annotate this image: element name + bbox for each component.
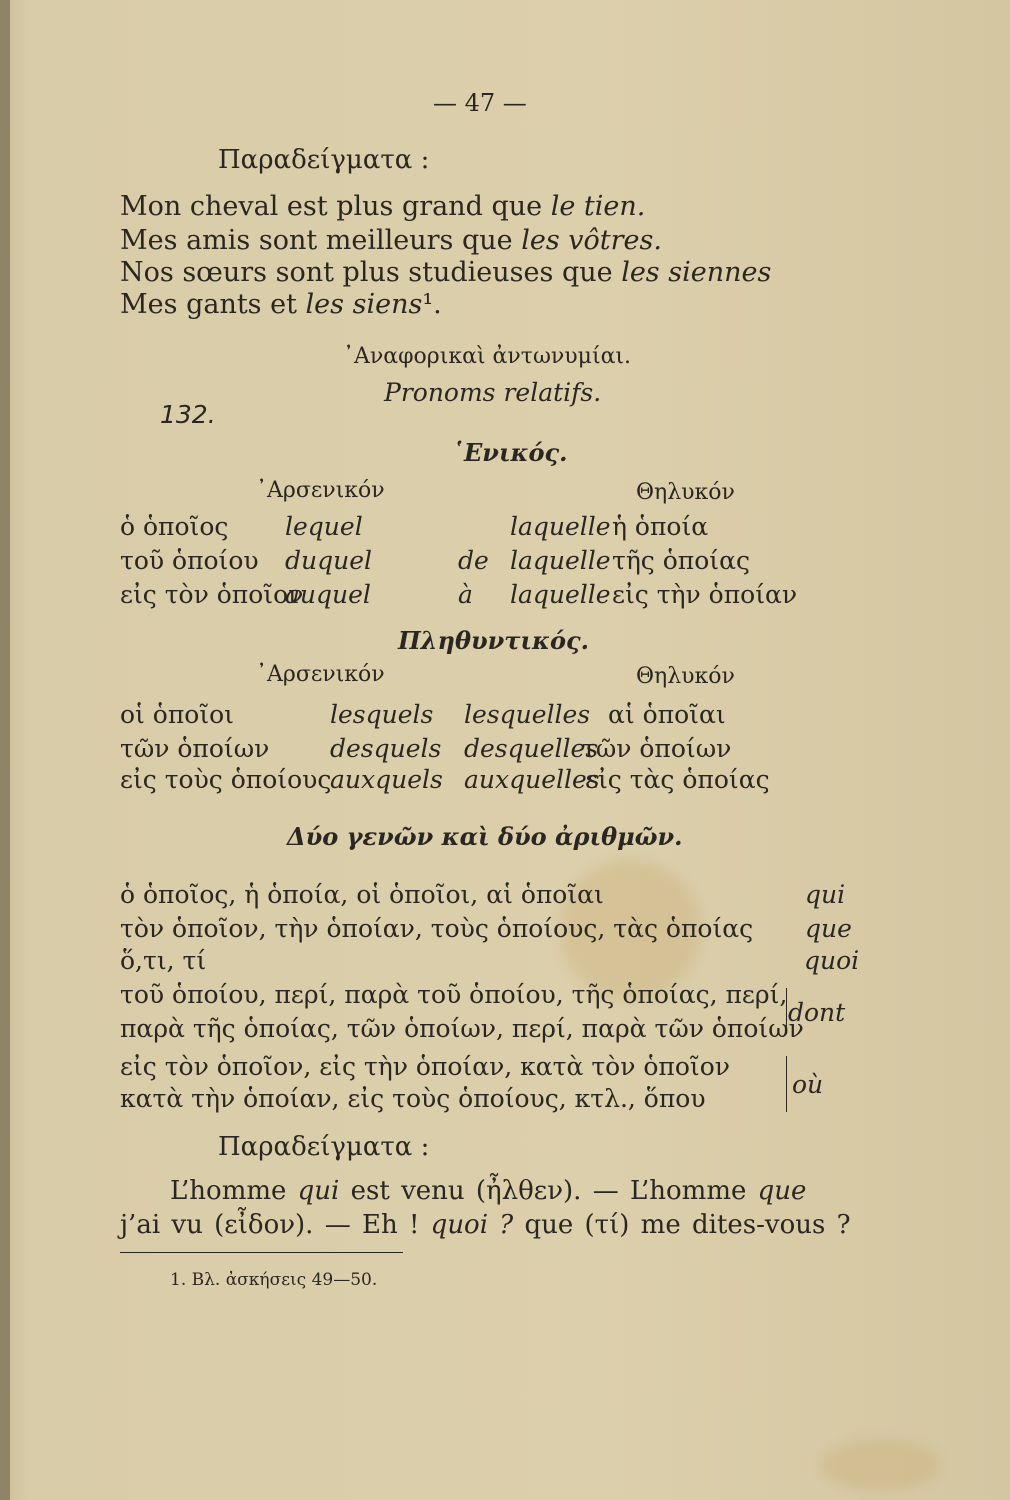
plural-masc-header: ᾿Αρσενικόν	[256, 662, 385, 687]
greek-feminine-form: εἰς τὰς ὁποίας	[585, 765, 770, 794]
greek-relative-forms: παρὰ τῆς ὁποίας, τῶν ὁποίων, περί, παρὰ τῶν ὁποίων	[120, 1014, 804, 1043]
greek-feminine-form: εἰς τὴν ὁποίαν	[612, 580, 798, 609]
example-sentence: Mes amis sont meilleurs que les vôtres.	[120, 225, 662, 256]
two-genders-heading: Δύο γενῶν καὶ δύο ἀριθμῶν.	[287, 822, 683, 851]
singular-fem-header: Θηλυκόν	[636, 480, 735, 505]
section-title-french: Pronoms relatifs.	[384, 378, 602, 407]
example-sentence: Mon cheval est plus grand que le tien.	[120, 191, 646, 222]
french-masculine-form: duquel	[285, 546, 372, 575]
french-equivalent: qui	[805, 880, 846, 909]
greek-feminine-form: τῆς ὁποίας	[612, 546, 750, 575]
french-masculine-form: lesquels	[330, 700, 434, 729]
french-feminine-form: laquelle	[510, 546, 611, 575]
footnote: 1. Βλ. ἀσκήσεις 49—50.	[170, 1270, 378, 1290]
greek-feminine-form: ἡ ὁποία	[612, 512, 709, 541]
french-equivalent: où	[792, 1070, 824, 1099]
greek-masculine-form: τῶν ὁποίων	[120, 734, 270, 763]
greek-masculine-form: εἰς τὸν ὁποῖον	[120, 580, 304, 609]
french-feminine-form: lesquelles	[464, 700, 591, 729]
french-preposition: de	[458, 546, 489, 575]
french-feminine-form: auxquelles	[464, 765, 600, 794]
french-masculine-form: desquels	[330, 734, 442, 763]
page-number: — 47 —	[433, 89, 527, 117]
french-feminine-form: laquelle	[510, 512, 611, 541]
greek-masculine-form: ὁ ὁποῖος	[120, 512, 229, 541]
french-feminine-form: desquelles	[464, 734, 599, 763]
greek-relative-forms: τὸν ὁποῖον, τὴν ὁποίαν, τοὺς ὁποίους, τὰς ὁποίας	[120, 914, 754, 943]
section-title-greek: ᾿Αναφορικαὶ ἀντωνυμίαι.	[343, 344, 632, 369]
french-preposition: à	[458, 580, 473, 609]
french-feminine-form: laquelle	[510, 580, 611, 609]
example-sentence: Mes gants et les siens¹.	[120, 289, 442, 320]
example-sentence: L’homme qui est venu (ἦλθεν). — L’homme que	[170, 1176, 807, 1206]
brace	[780, 988, 787, 1034]
french-masculine-form: lequel	[285, 512, 363, 541]
greek-relative-forms: κατὰ τὴν ὁποίαν, εἰς τοὺς ὁποίους, κτλ., ὅπου	[120, 1084, 706, 1113]
greek-relative-forms: ὁ ὁποῖος, ἡ ὁποία, οἱ ὁποῖοι, αἱ ὁποῖαι	[120, 880, 604, 909]
greek-masculine-form: οἱ ὁποῖοι	[120, 700, 234, 729]
singular-masc-header: ᾿Αρσενικόν	[256, 478, 385, 503]
examples-heading: Παραδείγματα :	[218, 145, 430, 175]
plural-fem-header: Θηλυκόν	[636, 664, 735, 689]
singular-heading: ῾Ενικός.	[452, 438, 568, 467]
page-gutter	[0, 0, 10, 1500]
greek-feminine-form: αἱ ὁποῖαι	[608, 700, 726, 729]
brace	[780, 1056, 787, 1112]
examples-heading: Παραδείγματα :	[218, 1132, 430, 1162]
greek-relative-forms: ὅ,τι, τί	[120, 946, 207, 975]
section-number: 132.	[160, 400, 216, 429]
example-sentence: Nos sœurs sont plus studieuses que les siennes	[120, 257, 772, 288]
example-sentence: j’ai vu (εἶδον). — Eh ! quoi ? que (τί) me dites-vous ?	[120, 1210, 851, 1240]
french-equivalent: que	[805, 914, 852, 943]
greek-relative-forms: εἰς τὸν ὁποῖον, εἰς τὴν ὁποίαν, κατὰ τὸν ὁποῖον	[120, 1052, 730, 1081]
french-masculine-form: auxquels	[330, 765, 443, 794]
plural-heading: Πληθυντικός.	[398, 626, 589, 655]
greek-masculine-form: τοῦ ὁποίου	[120, 546, 259, 575]
french-masculine-form: auquel	[285, 580, 371, 609]
greek-relative-forms: τοῦ ὁποίου, περί, παρὰ τοῦ ὁποίου, τῆς ὁποίας, περί,	[120, 980, 788, 1009]
footnote-rule	[120, 1252, 403, 1253]
greek-feminine-form: τῶν ὁποίων	[582, 734, 732, 763]
paper-stain	[820, 1440, 940, 1490]
french-equivalent: quoi	[804, 946, 860, 975]
french-equivalent: dont	[788, 998, 846, 1027]
greek-masculine-form: εἰς τοὺς ὁποίους	[120, 765, 332, 794]
